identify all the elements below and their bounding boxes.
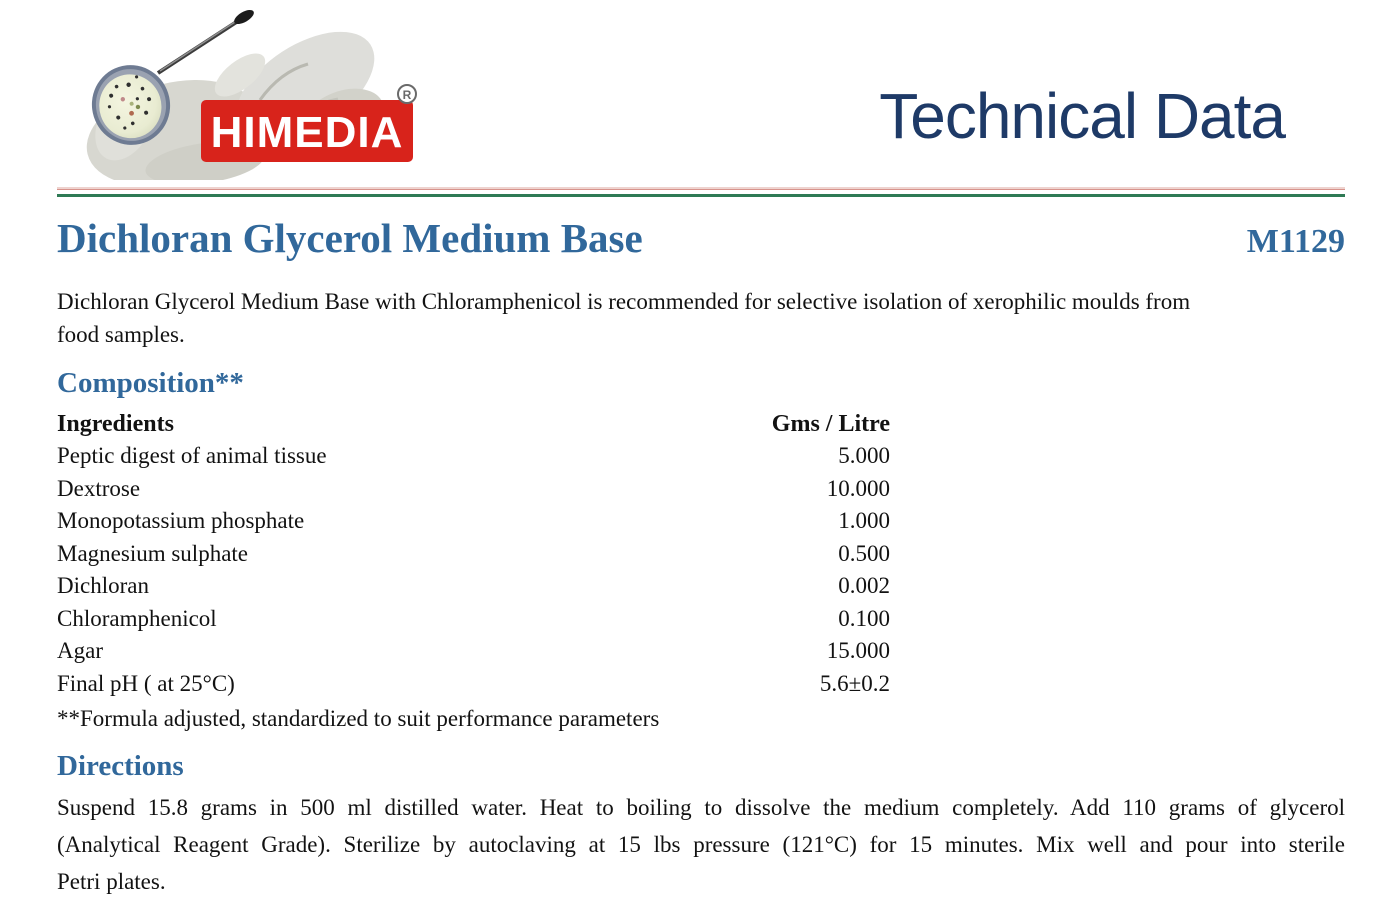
directions-line: Suspend 15.8 grams in 500 ml distilled water. Heat to boiling to dissolve the medium completely. Add 110 grams of glycerol <box>57 795 1345 821</box>
column-header-ingredients: Ingredients <box>57 410 174 437</box>
page-title: Dichloran Glycerol Medium Base <box>57 215 643 261</box>
himedia-logo <box>55 5 420 180</box>
ingredient-name: Dichloran <box>57 573 149 599</box>
table-row <box>57 603 890 636</box>
description-paragraph <box>57 285 1345 351</box>
table-row <box>57 473 890 506</box>
title-row <box>57 215 1345 261</box>
description-line: Dichloran Glycerol Medium Base with Chloramphenicol is recommended for selective isolation of xerophilic moulds from <box>57 289 1191 314</box>
directions-line: (Analytical Reagent Grade). Sterilize by autoclaving at 15 lbs pressure (121°C) for 15 minutes. Mix well and pour into sterile <box>57 832 1345 858</box>
himedia-wordmark <box>201 100 413 162</box>
ingredient-name: Peptic digest of animal tissue <box>57 443 327 469</box>
directions-paragraph <box>57 789 1345 900</box>
table-row <box>57 440 890 473</box>
ingredient-amount: 10.000 <box>826 475 890 501</box>
registered-r-text: R <box>402 88 412 102</box>
final-ph-label: Final pH ( at 25°C) <box>57 670 235 696</box>
ingredient-name: Monopotassium phosphate <box>57 508 305 534</box>
ingredient-amount: 0.002 <box>838 573 890 599</box>
himedia-logo-art <box>55 5 420 180</box>
tricolor-divider <box>57 187 1345 197</box>
ingredient-amount: 5.000 <box>838 443 890 469</box>
ingredient-name: Chloramphenicol <box>57 605 217 631</box>
description-line: food samples. <box>57 322 185 347</box>
masthead <box>57 0 1345 180</box>
final-ph-value: 5.6±0.2 <box>819 670 890 696</box>
formula-footnote: **Formula adjusted, standardized to suit performance parameters <box>57 706 660 732</box>
product-code: M1129 <box>1246 223 1345 260</box>
ingredient-name: Magnesium sulphate <box>57 540 248 566</box>
composition-heading: Composition** <box>57 367 244 399</box>
ingredient-amount: 0.100 <box>838 605 890 631</box>
ingredient-name: Agar <box>57 638 103 664</box>
table-row <box>57 635 890 668</box>
table-header-row <box>57 408 890 441</box>
ingredient-amount: 1.000 <box>838 508 890 534</box>
himedia-brand-text: HIMEDIA <box>210 108 404 157</box>
column-header-gms-litre: Gms / Litre <box>771 410 890 437</box>
directions-heading: Directions <box>57 750 184 783</box>
table-row <box>57 570 890 603</box>
composition-table <box>57 408 890 701</box>
table-row <box>57 668 890 701</box>
table-row <box>57 538 890 571</box>
registered-trademark-icon <box>398 85 416 103</box>
ingredient-amount: 15.000 <box>826 638 890 664</box>
ingredient-amount: 0.500 <box>838 540 890 566</box>
divider-green-line <box>57 194 1345 197</box>
directions-line: Petri plates. <box>57 869 166 895</box>
ingredient-name: Dextrose <box>57 475 141 501</box>
divider-red-line <box>57 187 1345 190</box>
masthead-title: Technical Data <box>879 80 1285 152</box>
table-row <box>57 505 890 538</box>
